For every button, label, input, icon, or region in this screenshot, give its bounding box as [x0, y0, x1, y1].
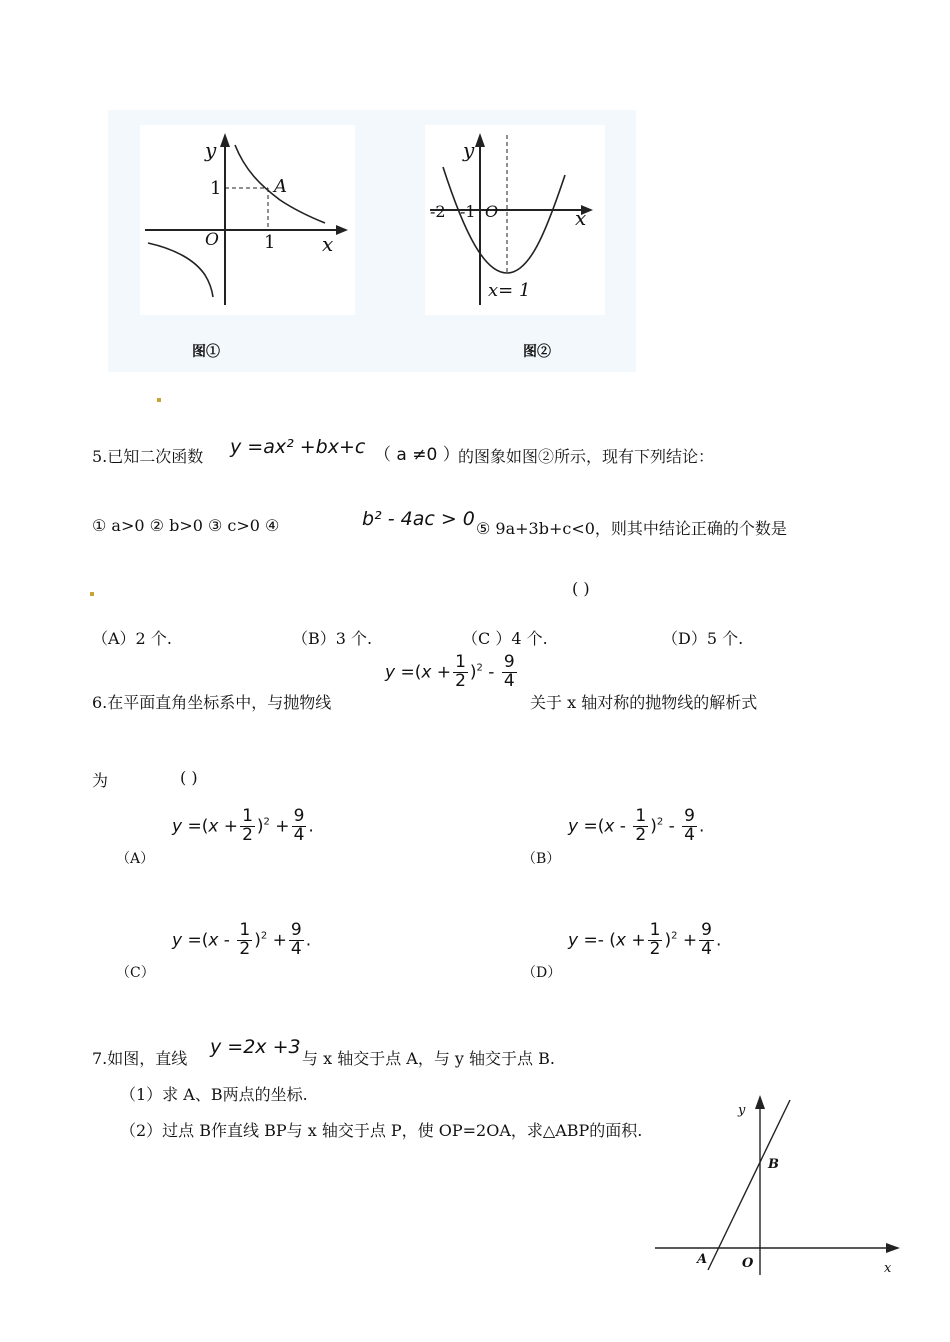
q6-line2: 为	[92, 771, 109, 790]
q7-figure	[650, 1090, 905, 1280]
q7-formula: y =2x +3	[210, 1036, 301, 1058]
q7-fig-point-a: A	[697, 1252, 708, 1267]
q5-conclusions-a: ① a>0 ② b>0 ③ c>0 ④	[92, 516, 280, 535]
fig1-x-label: x	[322, 232, 334, 256]
q5-conclusions-b: ⑤ 9a+3b+c<0，则其中结论正确的个数是	[476, 519, 787, 538]
q6-option-b-label: （B）	[522, 851, 561, 867]
q6-prefix: 6.在平面直角坐标系中，与抛物线	[92, 693, 332, 712]
figure-1-graph	[140, 125, 355, 315]
q5-prefix: 5.已知二次函数	[92, 447, 204, 466]
q7-suffix: 与 x 轴交于点 A，与 y 轴交于点 B.	[302, 1049, 555, 1068]
q7-fig-point-b: B	[768, 1157, 779, 1172]
q6-option-a-label: （A）	[116, 851, 155, 867]
q7-fig-origin: O	[742, 1256, 754, 1271]
q5-option-d: （D）5 个.	[662, 629, 744, 648]
q7-part1: （1）求 A、B两点的坐标.	[120, 1085, 308, 1104]
mark-dot-2	[90, 592, 94, 596]
q6-answer-bracket: ( )	[180, 768, 198, 787]
q5-option-b: （B）3 个.	[292, 629, 373, 648]
fig1-tick-x: 1	[264, 232, 276, 253]
q6-option-d-formula: y =- (x + $\frac{1}{2}$ )$^2$ + $\frac{9}{4}$ .	[568, 920, 722, 959]
mark-dot	[157, 398, 161, 402]
fig2-symmetry-label: x= 1	[488, 280, 531, 301]
q7-prefix: 7.如图，直线	[92, 1049, 188, 1068]
q5-option-a: （A）2 个.	[92, 629, 172, 648]
q5-option-c: （C ）4 个.	[462, 629, 548, 648]
q5-discriminant: b² - 4ac > 0	[362, 508, 475, 530]
fig2-caption: 图②	[523, 344, 551, 360]
q6-option-a-formula: y =(x + $\frac{1}{2}$ )$^2$ + $\frac{9}{4}$ .	[172, 806, 314, 845]
fig2-origin: O	[485, 202, 499, 221]
fig1-origin: O	[205, 230, 219, 250]
fig1-point-a: A	[274, 176, 287, 197]
q6-option-b-formula: y =(x - $\frac{1}{2}$ )$^2$ - $\frac{9}{4}$ .	[568, 806, 705, 845]
fig1-y-label: y	[205, 138, 217, 162]
q5-suffix: 的图象如图②所示，现有下列结论：	[458, 447, 715, 466]
q6-option-c-label: （C）	[116, 965, 155, 981]
q7-fig-x-label: x	[884, 1261, 892, 1276]
q5-condition: （ a ≠0 ）	[374, 445, 460, 465]
q5-answer-bracket: ( )	[572, 579, 590, 598]
q5-formula: y =ax² +bx+c	[230, 436, 366, 458]
q7-fig-y-label: y	[738, 1103, 746, 1118]
q6-option-d-label: （D）	[522, 965, 562, 981]
q6-formula: y =(x + $\frac{1}{2}$ )$^2$ - $\frac{9}{4}$	[385, 652, 515, 691]
fig2-y-label: y	[463, 138, 475, 162]
fig2-x-label: x	[575, 206, 587, 230]
q6-suffix: 关于 x 轴对称的抛物线的解析式	[530, 693, 758, 712]
q6-option-c-formula: y =(x - $\frac{1}{2}$ )$^2$ + $\frac{9}{4}$ .	[172, 920, 312, 959]
q7-part2: （2）过点 B作直线 BP与 x 轴交于点 P，使 OP=2OA，求△ABP的面积.	[120, 1121, 643, 1140]
fig2-tick-neg2: -2	[430, 202, 446, 221]
fig2-tick-neg1: -1	[460, 202, 476, 221]
fig1-caption: 图①	[192, 344, 220, 360]
fig1-tick-y: 1	[210, 178, 222, 199]
